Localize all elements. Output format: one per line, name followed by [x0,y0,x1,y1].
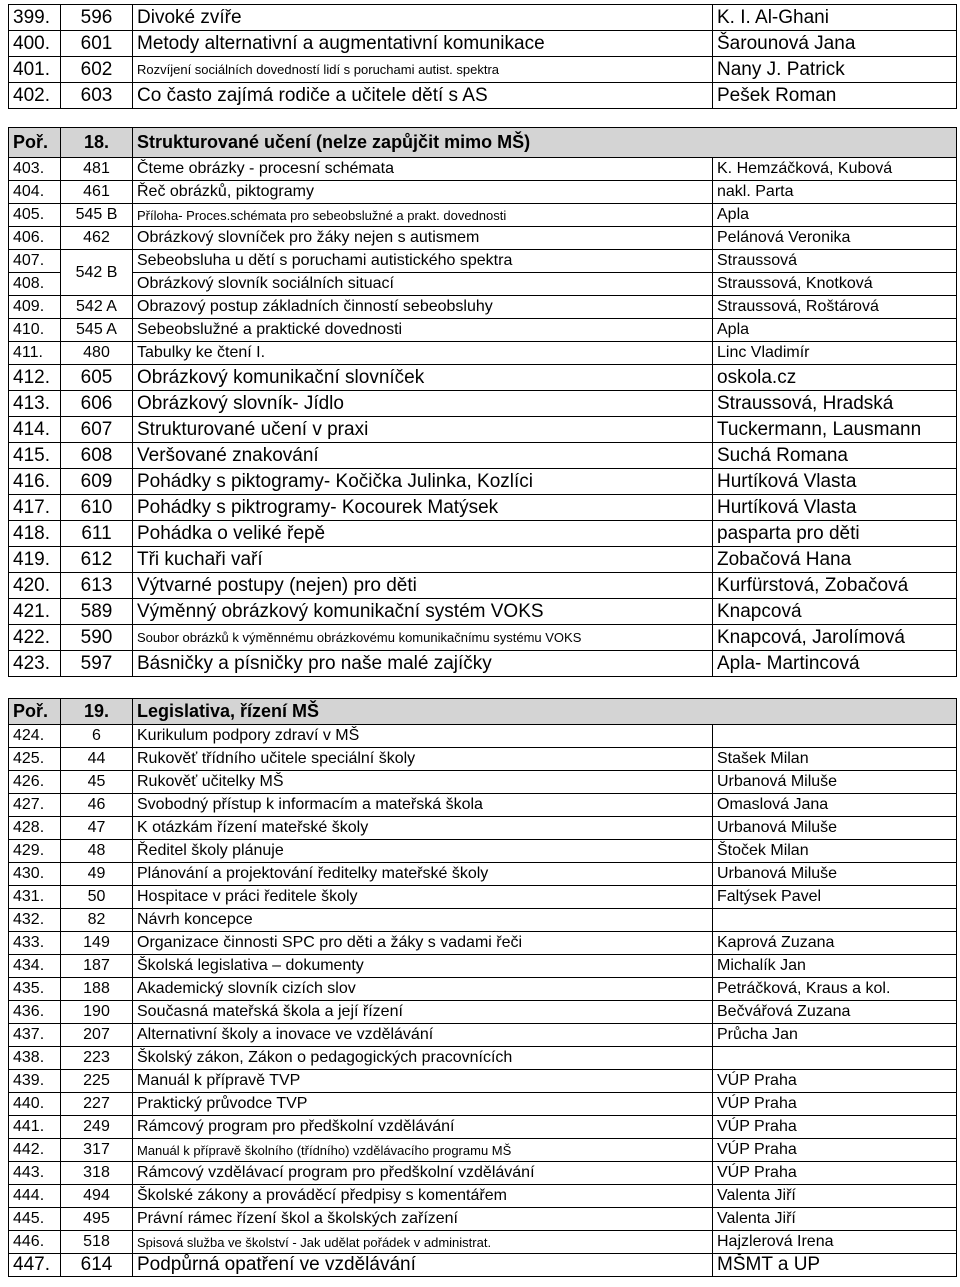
table-row [9,651,957,677]
book-title: Tabulky ke čtení I. [133,342,713,365]
table-row [9,1047,957,1070]
table-row [9,31,957,57]
row-number: 440. [9,1093,61,1116]
book-code: 462 [61,227,133,250]
section-label: Poř. [9,128,61,158]
book-author: Valenta Jiří [713,1185,957,1208]
book-author: K. I. Al-Ghani [713,5,957,31]
row-number: 408. [9,273,61,296]
section-label: Poř. [9,699,61,725]
row-number: 405. [9,204,61,227]
book-author: Zobačová Hana [713,547,957,573]
book-author: Faltýsek Pavel [713,886,957,909]
book-title: Pohádky s piktogramy- Kočička Julinka, Kozlíci [133,469,713,495]
book-title: Obrázkový slovník sociálních situací [133,273,713,296]
table-row [9,932,957,955]
row-number: 425. [9,748,61,771]
book-title: Metody alternativní a augmentativní komunikace [133,31,713,57]
book-code: 603 [61,83,133,109]
row-number: 432. [9,909,61,932]
table-row [9,955,957,978]
book-author: Linc Vladimír [713,342,957,365]
table-row [9,1208,957,1231]
book-author: Apla- Martincová [713,651,957,677]
book-author: Stašek Milan [713,748,957,771]
section-number: 19. [61,699,133,725]
book-code: 44 [61,748,133,771]
row-number: 400. [9,31,61,57]
book-title: Akademický slovník cizích slov [133,978,713,1001]
table-row [9,1162,957,1185]
book-code: 605 [61,365,133,391]
table-row [9,1116,957,1139]
row-number: 423. [9,651,61,677]
book-title: Návrh koncepce [133,909,713,932]
row-number: 433. [9,932,61,955]
table-row [9,1070,957,1093]
book-author: Valenta Jiří [713,1208,957,1231]
book-author: Šarounová Jana [713,31,957,57]
book-title: Co často zajímá rodiče a učitele dětí s AS [133,83,713,109]
book-code: 187 [61,955,133,978]
table-row [9,794,957,817]
book-title: Kurikulum podpory zdraví v MŠ [133,725,713,748]
book-author [713,909,957,932]
book-code: 317 [61,1139,133,1162]
book-title: Obrazový postup základních činností sebeobsluhy [133,296,713,319]
book-code: 589 [61,599,133,625]
book-code: 82 [61,909,133,932]
table-row [9,1231,957,1254]
book-title: Školská legislativa – dokumenty [133,955,713,978]
book-code: 597 [61,651,133,677]
row-number: 445. [9,1208,61,1231]
book-author: Urbanová Miluše [713,817,957,840]
row-number: 442. [9,1139,61,1162]
row-number: 407. [9,250,61,273]
section-header-row [9,699,957,725]
row-number: 426. [9,771,61,794]
book-author: Apla [713,204,957,227]
table-row [9,725,957,748]
book-author: MŠMT a UP [713,1254,957,1277]
book-author: Pelánová Veronika [713,227,957,250]
book-author: pasparta pro děti [713,521,957,547]
book-code: 190 [61,1001,133,1024]
row-number: 402. [9,83,61,109]
row-number: 424. [9,725,61,748]
row-number: 417. [9,495,61,521]
book-title: Rozvíjení sociálních dovedností lidí s poruchami autist. spektra [133,57,713,83]
catalog-table-section-18 [8,127,957,677]
book-author: Hurtíková Vlasta [713,495,957,521]
book-code: 48 [61,840,133,863]
book-author [713,725,957,748]
book-title: Tři kuchaři vaří [133,547,713,573]
book-author: VÚP Praha [713,1070,957,1093]
book-author: Suchá Romana [713,443,957,469]
book-code: 612 [61,547,133,573]
book-title: Ředitel školy plánuje [133,840,713,863]
book-author: Hurtíková Vlasta [713,469,957,495]
row-number: 436. [9,1001,61,1024]
book-title: Alternativní školy a inovace ve vzdělávání [133,1024,713,1047]
book-title: Spisová služba ve školství - Jak udělat pořádek v administrat. [133,1231,713,1254]
row-number: 446. [9,1231,61,1254]
table-row [9,573,957,599]
book-title: Podpůrná opatření ve vzdělávání [133,1254,713,1277]
book-author: VÚP Praha [713,1116,957,1139]
row-number: 418. [9,521,61,547]
book-code: 223 [61,1047,133,1070]
table-row [9,817,957,840]
table-row [9,521,957,547]
book-author: Omaslová Jana [713,794,957,817]
table-row [9,250,957,273]
table-row [9,342,957,365]
row-number: 411. [9,342,61,365]
book-code: 318 [61,1162,133,1185]
book-title: Rukověť třídního učitele speciální školy [133,748,713,771]
book-author: Apla [713,319,957,342]
book-code: 613 [61,573,133,599]
book-code: 542 A [61,296,133,319]
book-author: VÚP Praha [713,1139,957,1162]
book-title: Svobodný přístup k informacím a mateřská škola [133,794,713,817]
book-title: Soubor obrázků k výměnnému obrázkovému komunikačnímu systému VOKS [133,625,713,651]
table-row [9,158,957,181]
book-author: Urbanová Miluše [713,771,957,794]
book-code: 495 [61,1208,133,1231]
book-author: Knapcová [713,599,957,625]
book-code: 47 [61,817,133,840]
row-number: 444. [9,1185,61,1208]
row-number: 413. [9,391,61,417]
table-row [9,1001,957,1024]
book-title: Řeč obrázků, piktogramy [133,181,713,204]
book-author: K. Hemzáčková, Kubová [713,158,957,181]
table-row [9,204,957,227]
table-row [9,1024,957,1047]
book-code: 50 [61,886,133,909]
table-row [9,840,957,863]
table-row [9,5,957,31]
book-code: 227 [61,1093,133,1116]
book-code: 46 [61,794,133,817]
book-title: Rámcový program pro předškolní vzdělávání [133,1116,713,1139]
row-number: 431. [9,886,61,909]
book-author: Pešek Roman [713,83,957,109]
book-code: 609 [61,469,133,495]
row-number: 428. [9,817,61,840]
book-title: Školské zákony a prováděcí předpisy s komentářem [133,1185,713,1208]
book-title: K otázkám řízení mateřské školy [133,817,713,840]
book-author: Straussová, Roštárová [713,296,957,319]
book-author: Urbanová Miluše [713,863,957,886]
book-code: 606 [61,391,133,417]
book-code: 49 [61,863,133,886]
book-author: VÚP Praha [713,1162,957,1185]
table-row [9,273,957,296]
book-title: Školský zákon, Zákon o pedagogických pracovnících [133,1047,713,1070]
row-number: 439. [9,1070,61,1093]
book-code: 225 [61,1070,133,1093]
book-author: Petráčková, Kraus a kol. [713,978,957,1001]
book-title: Rámcový vzdělávací program pro předškolní vzdělávání [133,1162,713,1185]
book-code: 545 A [61,319,133,342]
book-code: 608 [61,443,133,469]
book-title: Obrázkový slovníček pro žáky nejen s autismem [133,227,713,250]
row-number: 441. [9,1116,61,1139]
table-row [9,748,957,771]
book-author: Tuckermann, Lausmann [713,417,957,443]
book-code: 480 [61,342,133,365]
book-author: Knapcová, Jarolímová [713,625,957,651]
book-code: 207 [61,1024,133,1047]
row-number: 434. [9,955,61,978]
book-code: 590 [61,625,133,651]
book-title: Výtvarné postupy (nejen) pro děti [133,573,713,599]
book-code: 614 [61,1254,133,1277]
book-title: Manuál k přípravě školního (třídního) vzdělávacího programu MŠ [133,1139,713,1162]
book-author: Straussová, Hradská [713,391,957,417]
book-code: 461 [61,181,133,204]
row-number: 430. [9,863,61,886]
book-title: Právní rámec řízení škol a školských zařízení [133,1208,713,1231]
row-number: 422. [9,625,61,651]
catalog-table-top [8,4,957,109]
book-title: Obrázkový slovník- Jídlo [133,391,713,417]
table-row [9,227,957,250]
book-code: 45 [61,771,133,794]
row-number: 414. [9,417,61,443]
row-number: 401. [9,57,61,83]
book-title: Sebeobslužné a praktické dovednosti [133,319,713,342]
table-row [9,599,957,625]
table-row [9,365,957,391]
section-number: 18. [61,128,133,158]
book-title: Manuál k přípravě TVP [133,1070,713,1093]
book-code: 249 [61,1116,133,1139]
row-number: 447. [9,1254,61,1277]
table-row [9,469,957,495]
book-title: Příloha- Proces.schémata pro sebeobslužné a prakt. dovednosti [133,204,713,227]
book-title: Obrázkový komunikační slovníček [133,365,713,391]
book-code: 545 B [61,204,133,227]
book-author: Kurfürstová, Zobačová [713,573,957,599]
section-header-row [9,128,957,158]
book-author [713,1047,957,1070]
table-row [9,625,957,651]
table-row [9,417,957,443]
book-title: Pohádka o veliké řepě [133,521,713,547]
row-number: 409. [9,296,61,319]
book-code: 601 [61,31,133,57]
book-title: Rukověť učitelky MŠ [133,771,713,794]
table-row [9,547,957,573]
row-number: 429. [9,840,61,863]
section-title: Strukturované učení (nelze zapůjčit mimo MŠ) [133,128,957,158]
book-code: 611 [61,521,133,547]
table-row [9,296,957,319]
book-author: Kaprová Zuzana [713,932,957,955]
catalog-table-section-19 [8,698,957,1277]
book-author: Průcha Jan [713,1024,957,1047]
book-title: Veršované znakování [133,443,713,469]
book-title: Čteme obrázky - procesní schémata [133,158,713,181]
row-number: 415. [9,443,61,469]
book-title: Strukturované učení v praxi [133,417,713,443]
row-number: 421. [9,599,61,625]
row-number: 406. [9,227,61,250]
book-title: Divoké zvíře [133,5,713,31]
table-row [9,319,957,342]
table-row [9,978,957,1001]
row-number: 410. [9,319,61,342]
book-author: Michalík Jan [713,955,957,978]
book-title: Pohádky s piktrogramy- Kocourek Matýsek [133,495,713,521]
row-number: 416. [9,469,61,495]
row-number: 399. [9,5,61,31]
book-code: 6 [61,725,133,748]
book-code: 596 [61,5,133,31]
section-title: Legislativa, řízení MŠ [133,699,957,725]
row-number: 404. [9,181,61,204]
book-code: 610 [61,495,133,521]
book-author: Straussová [713,250,957,273]
table-row [9,443,957,469]
row-number: 438. [9,1047,61,1070]
row-number: 435. [9,978,61,1001]
table-row [9,1139,957,1162]
book-code: 188 [61,978,133,1001]
table-row [9,1185,957,1208]
book-author: oskola.cz [713,365,957,391]
table-row [9,57,957,83]
row-number: 427. [9,794,61,817]
book-code: 607 [61,417,133,443]
table-row [9,863,957,886]
book-title: Plánování a projektování ředitelky mateřské školy [133,863,713,886]
table-row [9,909,957,932]
book-title: Sebeobsluha u dětí s poruchami autistického spektra [133,250,713,273]
table-row [9,83,957,109]
row-number: 403. [9,158,61,181]
table-row [9,181,957,204]
row-number: 443. [9,1162,61,1185]
book-title: Organizace činnosti SPC pro děti a žáky s vadami řeči [133,932,713,955]
book-author: nakl. Parta [713,181,957,204]
table-row [9,886,957,909]
book-code: 602 [61,57,133,83]
book-code: 481 [61,158,133,181]
book-author: Nany J. Patrick [713,57,957,83]
book-author: Straussová, Knotková [713,273,957,296]
book-title: Výměnný obrázkový komunikační systém VOKS [133,599,713,625]
book-title: Praktický průvodce TVP [133,1093,713,1116]
table-row [9,391,957,417]
book-author: Bečvářová Zuzana [713,1001,957,1024]
table-row [9,771,957,794]
book-author: VÚP Praha [713,1093,957,1116]
table-row [9,495,957,521]
book-author: Hajzlerová Irena [713,1231,957,1254]
row-number: 420. [9,573,61,599]
book-code: 149 [61,932,133,955]
book-author: Štoček Milan [713,840,957,863]
book-title: Básničky a písničky pro naše malé zajíčky [133,651,713,677]
row-number: 412. [9,365,61,391]
row-number: 437. [9,1024,61,1047]
row-number: 419. [9,547,61,573]
book-code: 542 B [61,250,133,296]
table-row [9,1254,957,1277]
book-title: Hospitace v práci ředitele školy [133,886,713,909]
table-row [9,1093,957,1116]
book-code: 494 [61,1185,133,1208]
book-title: Současná mateřská škola a její řízení [133,1001,713,1024]
book-code: 518 [61,1231,133,1254]
